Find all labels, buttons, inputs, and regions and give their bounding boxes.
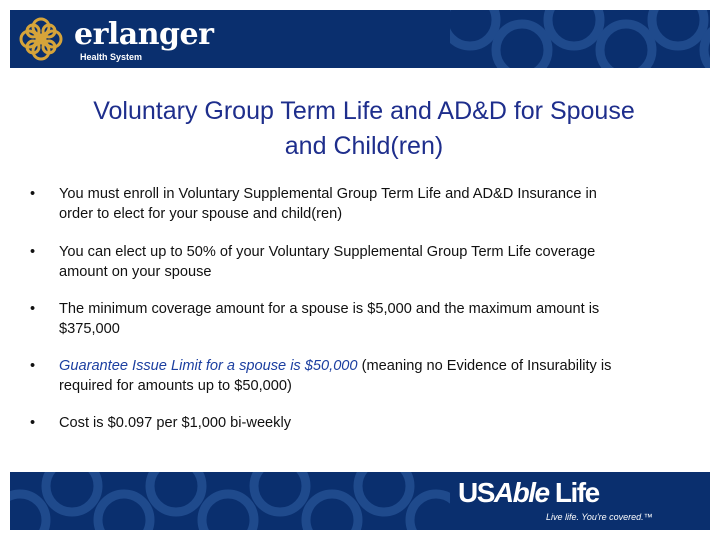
bullet-marker: • — [30, 301, 36, 317]
bullet-text-rest: (meaning no Evidence of Insurability is — [357, 358, 612, 374]
bullet-item — [30, 184, 670, 224]
bullet-marker: • — [30, 358, 36, 374]
brand-life: Life — [548, 477, 599, 508]
logo-wordmark: erlanger — [74, 17, 214, 52]
bullet-text-line: The minimum coverage amount for a spouse is $5,000 and the maximum amount is — [59, 301, 600, 317]
title-line-2: and Child(ren) — [284, 132, 444, 160]
bullet-text-line — [59, 356, 670, 376]
usable-tagline: Live life. You're covered.™ — [546, 512, 653, 522]
bullet-text-line: Cost is $0.097 per $1,000 bi-weekly — [59, 415, 292, 431]
bullet-marker: • — [30, 244, 36, 260]
erlanger-flower-icon — [18, 16, 64, 62]
guarantee-issue-highlight: Guarantee Issue Limit for a spouse is $50,000 — [59, 358, 358, 374]
brand-us: US — [458, 477, 494, 508]
brand-able: Able — [493, 477, 549, 508]
bullet-list — [30, 184, 670, 433]
logo-subtext: Health System — [80, 52, 143, 62]
erlanger-logo — [18, 14, 218, 64]
bullet-item — [30, 356, 670, 396]
bullet-text-line: order to elect for your spouse and child(ren) — [59, 206, 343, 222]
bullet-text-line: You can elect up to 50% of your Voluntary Supplemental Group Term Life coverage — [59, 244, 596, 260]
header-band — [10, 10, 710, 68]
footer-band — [10, 472, 710, 530]
bullet-text-line: amount on your spouse — [59, 264, 212, 280]
bullet-item — [30, 413, 670, 433]
title-line-1: Voluntary Group Term Life and AD&D for Spouse — [93, 97, 635, 125]
bullet-marker: • — [30, 415, 36, 431]
bullet-text-line: required for amounts up to $50,000) — [59, 378, 292, 394]
bullet-text-line: You must enroll in Voluntary Supplemental Group Term Life and AD&D Insurance in — [59, 186, 597, 202]
bullet-item — [30, 299, 670, 339]
usable-life-logo — [458, 478, 599, 508]
bullet-text-line: $375,000 — [59, 321, 120, 337]
footer-decorative-pattern — [10, 472, 450, 530]
slide-title — [40, 94, 688, 164]
bullet-item — [30, 242, 670, 282]
header-decorative-pattern — [450, 10, 710, 68]
bullet-marker: • — [30, 186, 36, 202]
